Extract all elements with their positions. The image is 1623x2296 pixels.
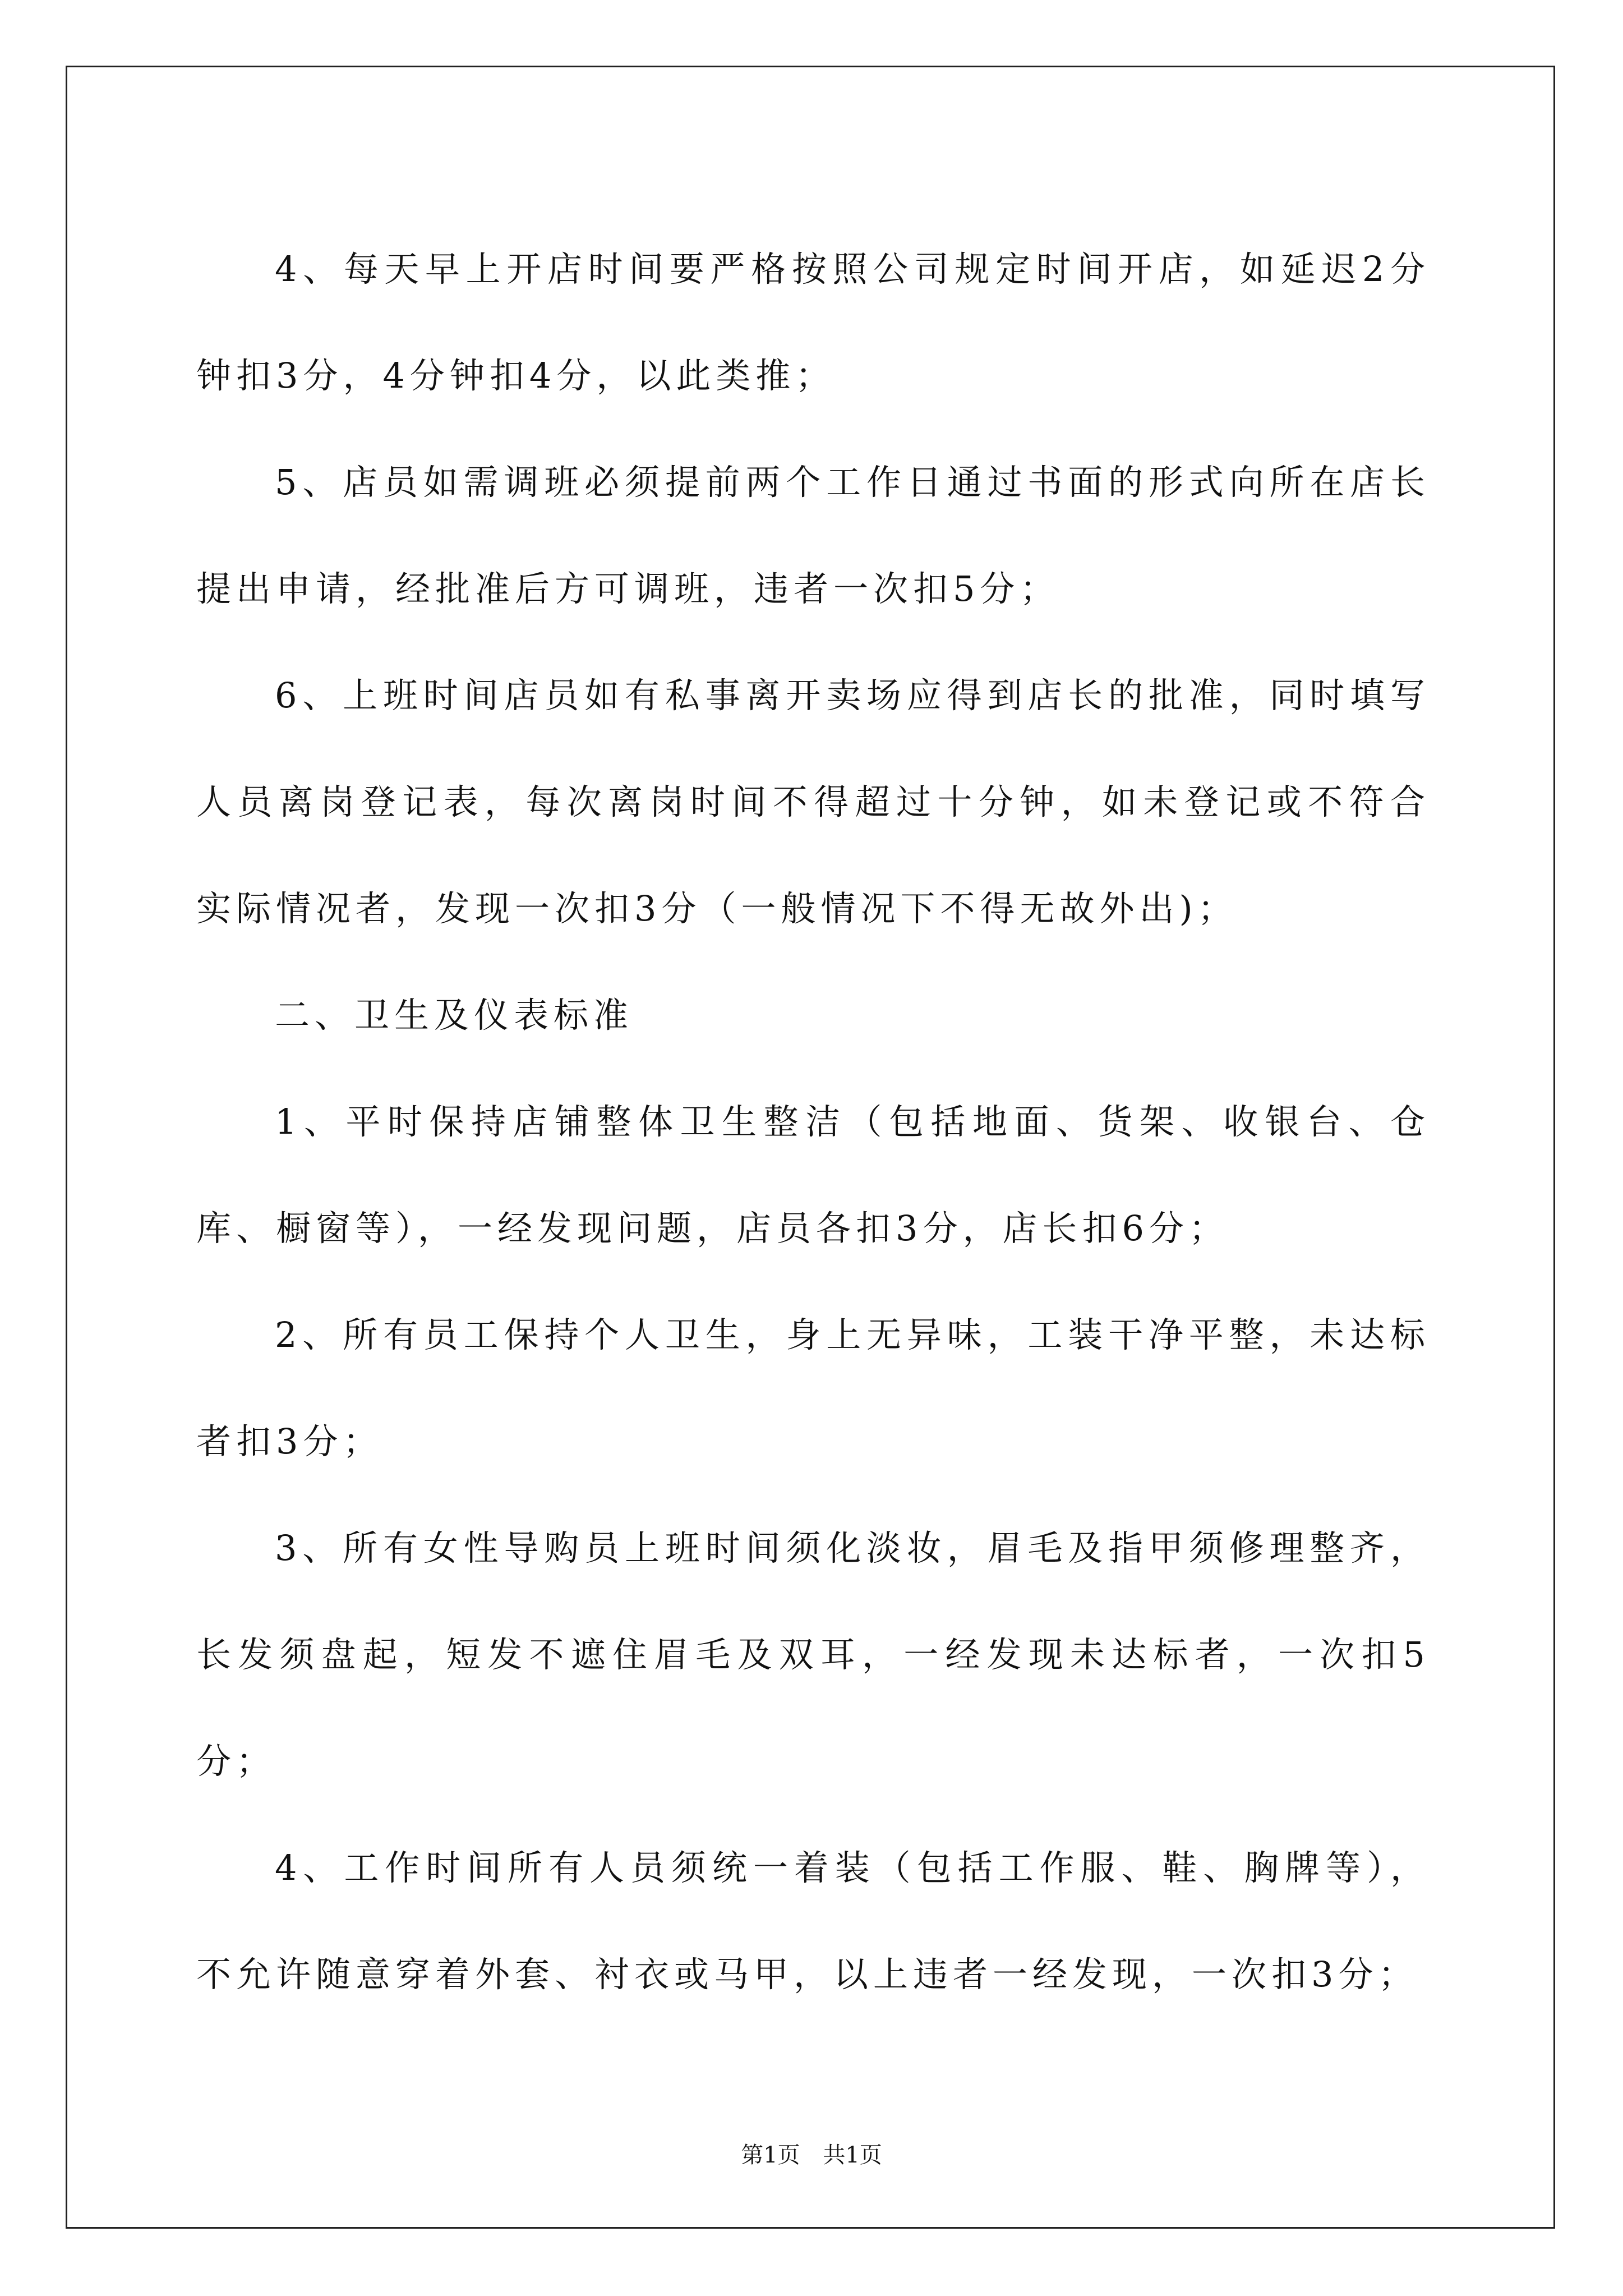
paragraph-hygiene-rule-4: 4、工作时间所有人员须统一着装（包括工作服、鞋、胸牌等），不允许随意穿着外套、衬衣或马甲，以上违者一经发现，一次扣3分；	[196, 1847, 1430, 1995]
page-number: 第1页	[741, 2142, 800, 2168]
paragraph-rule-4-opening-time: 4、每天早上开店时间要严格按照公司规定时间开店，如延迟2分钟扣3分，4分钟扣4分，以此类推；	[196, 249, 1430, 396]
document-body	[196, 216, 1430, 2028]
paragraph-rule-6-leave-post: 6、上班时间店员如有私事离开卖场应得到店长的批准，同时填写人员离岗登记表，每次离岗时间不得超过十分钟，如未登记或不符合实际情况者，发现一次扣3分（一般情况下不得无故外出)；	[196, 675, 1430, 929]
page-total: 共1页	[823, 2142, 882, 2168]
paragraph-hygiene-rule-1: 1、平时保持店铺整体卫生整洁（包括地面、货架、收银台、仓库、橱窗等），一经发现问题，店员各扣3分，店长扣6分；	[196, 1101, 1430, 1249]
section-heading-hygiene: 二、卫生及仪表标准	[275, 995, 634, 1036]
page-footer	[0, 2137, 1623, 2169]
paragraph-hygiene-rule-3: 3、所有女性导购员上班时间须化淡妆，眉毛及指甲须修理整齐，长发须盘起，短发不遮住眉毛及双耳，一经发现未达标者，一次扣5分；	[196, 1527, 1430, 1782]
paragraph-rule-5-shift-change: 5、店员如需调班必须提前两个工作日通过书面的形式向所在店长提出申请，经批准后方可调班，违者一次扣5分；	[196, 462, 1430, 609]
paragraph-hygiene-rule-2: 2、所有员工保持个人卫生，身上无异味，工装干净平整，未达标者扣3分；	[196, 1314, 1430, 1462]
